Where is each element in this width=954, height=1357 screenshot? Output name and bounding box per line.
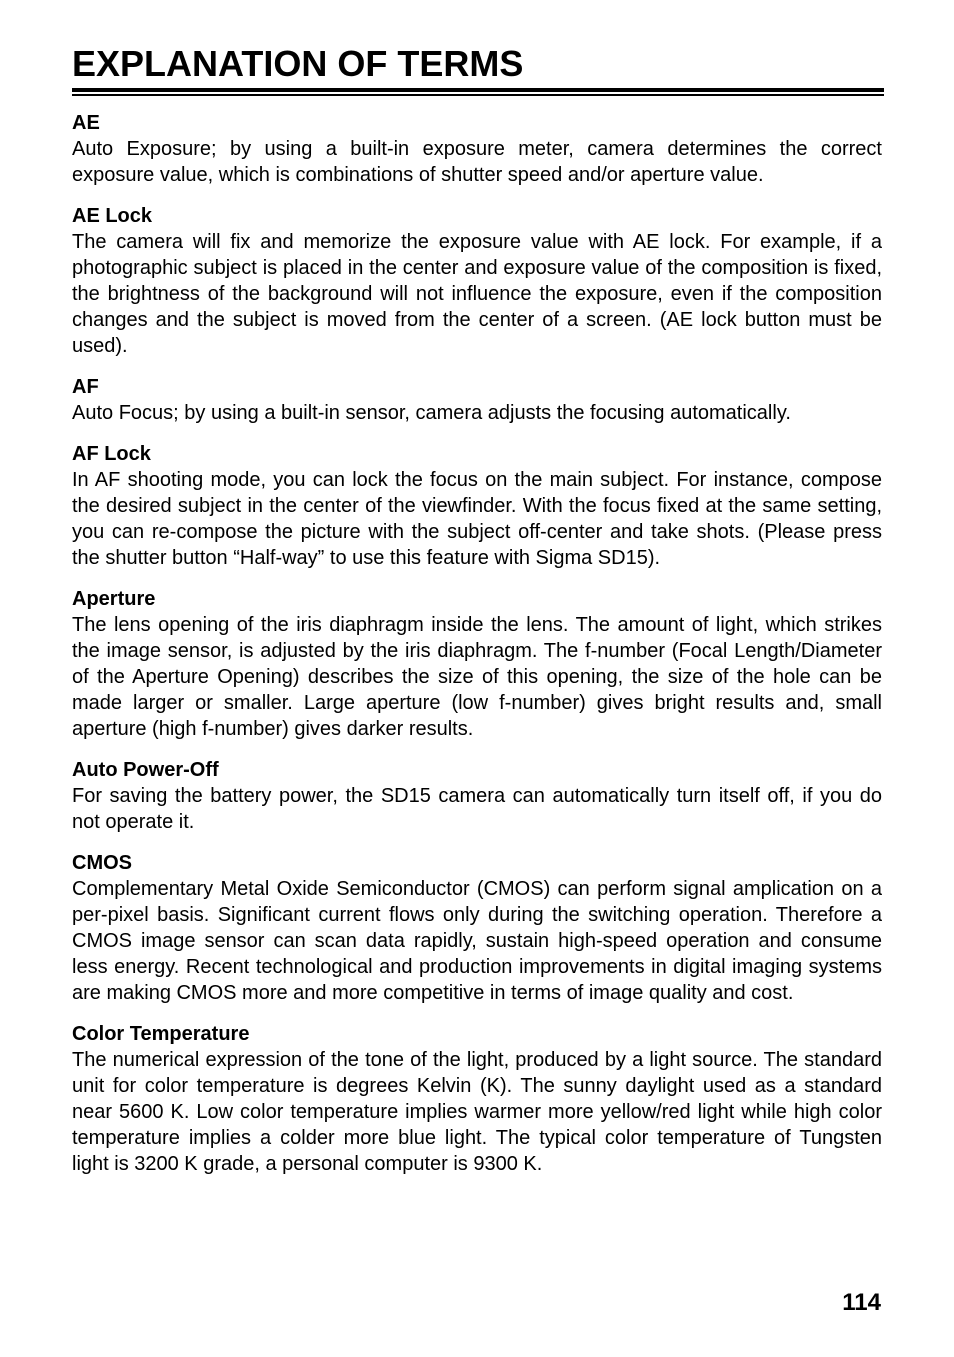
term-definition: Auto Focus; by using a built-in sensor, camera adjusts the focusing automatically. — [72, 401, 791, 424]
term-definition: The camera will fix and memorize the exposure value with AE lock. For example, if a photographic subject is placed in the center and exposure value of the composition is fixed, the brightness of the background will not influence the exposure, even if the composition changes and the subject is moved from the center of a screen. (AE lock button must be used). — [72, 230, 882, 357]
term-definition: For saving the battery power, the SD15 camera can automatically turn itself off, if you do not operate it. — [72, 784, 882, 833]
term-heading: AE — [72, 111, 100, 134]
page-title: EXPLANATION OF TERMS — [72, 43, 524, 84]
term-definition: The numerical expression of the tone of the light, produced by a light source. The standard unit for color temperature is degrees Kelvin (K). The sunny daylight used as a standard near 5600 K. Low color temperature implies warmer more yellow/red light while high color temperature implies a colder more blue light. The typical color temperature of Tungsten light is 3200 K grade, a personal computer is 9300 K. — [72, 1048, 882, 1175]
glossary-entry-ae — [72, 110, 882, 188]
page-number: 114 — [842, 1289, 881, 1316]
glossary-entry-ae-lock — [72, 203, 882, 359]
term-definition: The lens opening of the iris diaphragm inside the lens. The amount of light, which strikes the image sensor, is adjusted by the iris diaphragm. The f-number (Focal Length/Diameter of the Aperture Opening) describes the size of this opening, the size of the hole can be made larger or smaller. Large aperture (low f-number) gives bright results and, small aperture (high f-number) gives darker results. — [72, 613, 882, 740]
term-heading: Color Temperature — [72, 1022, 250, 1045]
term-heading: AF — [72, 375, 99, 398]
glossary-entry-cmos — [72, 850, 882, 1006]
term-heading: AF Lock — [72, 442, 151, 465]
term-definition: In AF shooting mode, you can lock the focus on the main subject. For instance, compose the desired subject in the center of the viewfinder. With the focus fixed at the same setting, you can re-compose the picture with the subject off-center and take shots. (Please press the shutter button “Half-way” to use this feature with Sigma SD15). — [72, 468, 882, 569]
glossary-entries — [72, 110, 882, 1177]
glossary-page — [72, 40, 882, 1192]
term-heading: CMOS — [72, 851, 132, 874]
term-definition: Complementary Metal Oxide Semiconductor (CMOS) can perform signal amplication on a per-pixel basis. Significant current flows only during the switching operation. Therefore a CMOS image sensor can scan data rapidly, sustain high-speed operation and consume less energy. Recent technological and production improvements in digital imaging systems are making CMOS more and more competitive in terms of image quality and cost. — [72, 877, 882, 1004]
glossary-entry-color-temperature — [72, 1021, 882, 1177]
term-heading: Auto Power-Off — [72, 758, 219, 781]
title-rule-thick — [72, 88, 884, 92]
glossary-entry-af — [72, 374, 882, 426]
term-definition: Auto Exposure; by using a built-in exposure meter, camera determines the correct exposure value, which is combinations of shutter speed and/or aperture value. — [72, 137, 882, 186]
title-rule-thin — [72, 94, 884, 96]
term-heading: AE Lock — [72, 204, 153, 227]
term-heading: Aperture — [72, 587, 156, 610]
glossary-entry-af-lock — [72, 441, 882, 571]
glossary-entry-aperture — [72, 586, 882, 742]
glossary-entry-auto-power-off — [72, 757, 882, 835]
